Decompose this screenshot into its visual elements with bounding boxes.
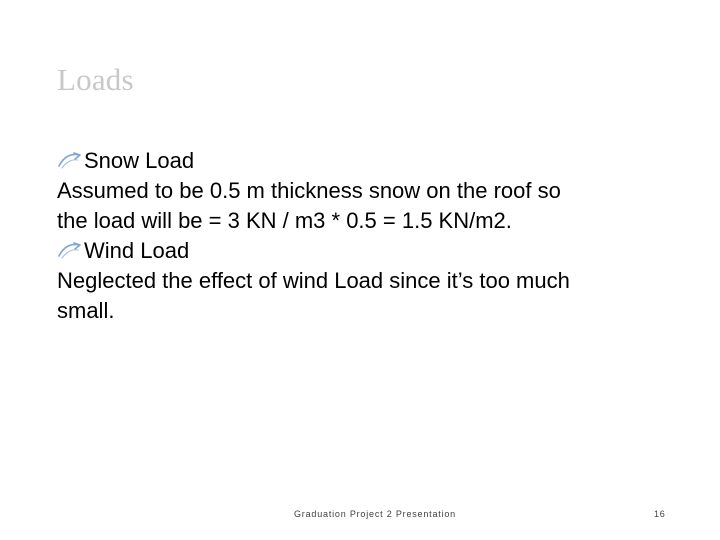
bullet-arrow-icon bbox=[57, 150, 84, 172]
bullet-label: Snow Load bbox=[84, 148, 195, 173]
footer-text: Graduation Project 2 Presentation bbox=[294, 509, 456, 519]
slide-title: Loads bbox=[57, 62, 134, 97]
bullet-item-wind-load bbox=[57, 236, 697, 266]
bullet-arrow-icon bbox=[57, 240, 84, 262]
body-text-line: the load will be = 3 KN / m3 * 0.5 = 1.5 KN/m2. bbox=[57, 208, 512, 233]
body-text-line: Neglected the effect of wind Load since it’s too much bbox=[57, 268, 570, 293]
body-text-line: Assumed to be 0.5 m thickness snow on the roof so bbox=[57, 178, 561, 203]
body-text-line: small. bbox=[57, 298, 115, 323]
slide-body bbox=[57, 146, 697, 326]
bullet-label: Wind Load bbox=[84, 238, 190, 263]
page-number: 16 bbox=[654, 509, 666, 519]
bullet-item-snow-load bbox=[57, 146, 697, 176]
